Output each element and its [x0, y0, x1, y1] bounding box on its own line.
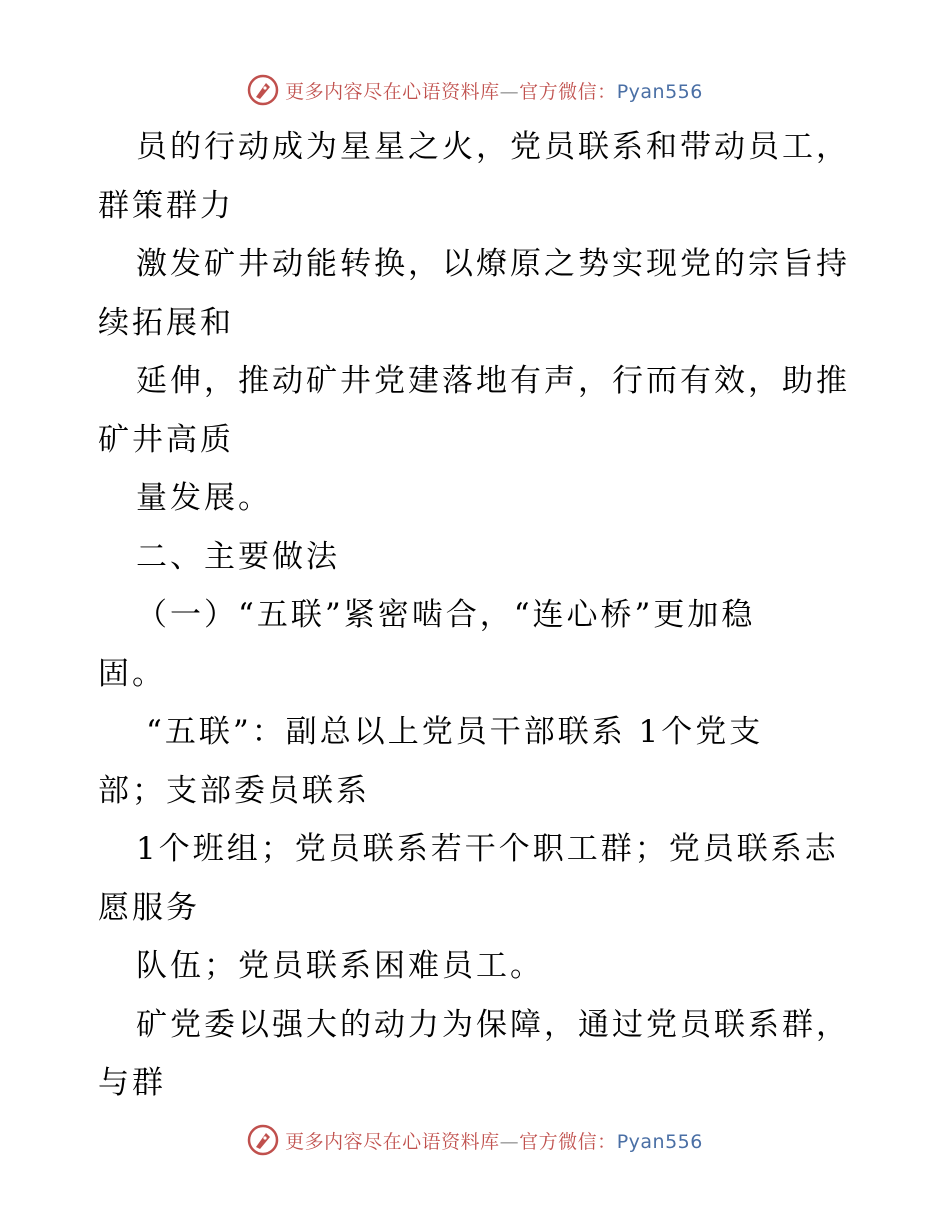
pen-nib-logo-icon	[247, 1124, 279, 1156]
subsection-heading: （一）“五联”紧密啮合，“连心桥”更加稳	[136, 597, 756, 633]
text-line: 员的行动成为星星之火，党员联系和带动员工，	[136, 129, 850, 165]
text-line: 延伸，推动矿井党建落地有声，行而有效，助推	[136, 363, 850, 399]
pen-nib-logo-icon	[247, 74, 279, 106]
text-line: 群策群力	[98, 187, 234, 224]
text-line: 矿党委以强大的动力为保障，通过党员联系群，	[136, 1006, 850, 1043]
watermark-text: 更多内容尽在心语资料库—官方微信：Pyan556	[285, 1130, 703, 1153]
section-heading: 二、主要做法	[136, 538, 340, 575]
text-line: 固。	[98, 655, 166, 692]
text-line: 续拓展和	[98, 304, 234, 341]
text-line: 队伍；党员联系困难员工。	[136, 948, 544, 984]
text-line: 部；支部委员联系	[98, 772, 370, 809]
text-line: 愿服务	[98, 889, 200, 926]
header-watermark	[0, 70, 950, 110]
watermark-text: 更多内容尽在心语资料库—官方微信：Pyan556	[285, 80, 703, 103]
document-body	[98, 118, 858, 1113]
text-line: 激发矿井动能转换，以燎原之势实现党的宗旨持	[136, 246, 850, 282]
text-line: 量发展。	[136, 480, 272, 516]
footer-watermark	[0, 1120, 950, 1160]
text-line: 与群	[98, 1065, 166, 1101]
text-line: 1个班组；党员联系若干个职工群；党员联系志	[136, 831, 839, 867]
text-line: 矿井高质	[98, 421, 234, 458]
text-line: “五联”：副总以上党员干部联系 1个党支	[146, 714, 764, 750]
